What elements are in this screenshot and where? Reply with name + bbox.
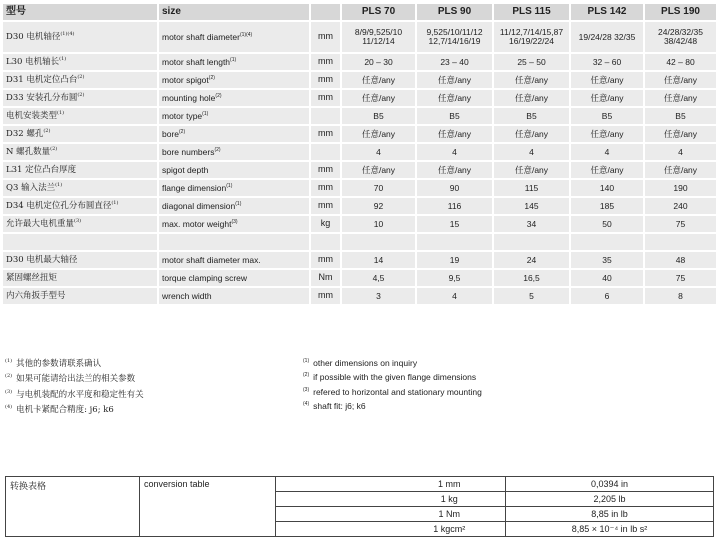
row-label-text: L31 定位凸台厚度 [6,164,77,175]
blank-cell [310,233,341,251]
footnote-text: 如果可能请给出法兰的相关参数 [16,374,136,385]
footnote-marker: (2) [214,146,221,153]
conversion-to: 8,85 in lb [506,507,714,522]
row-description [158,53,310,71]
value-cell: 4 [644,143,717,161]
unit-cell: mm [310,71,341,89]
table-row [3,215,717,233]
spacer-cell [276,507,394,522]
table-row [3,161,717,179]
value-cell: 11/12,7/14/15,87 16/19/22/24 [493,21,570,53]
value-cell: 任意/any [493,161,570,179]
value-cell: 42 – 80 [644,53,717,71]
row-label-cn [3,161,158,179]
row-label-text: Q3 输入法兰 [6,182,56,193]
conversion-to: 0,0394 in [506,477,714,492]
row-description-text: max. motor weight [162,218,232,229]
row-description-text: spigot depth [162,164,209,175]
value-cell: 185 [570,197,644,215]
table-row [3,269,717,287]
footnote-line [303,355,482,369]
table-row [3,143,717,161]
value-cell: 75 [644,215,717,233]
row-label-cn [3,71,158,89]
footnote-marker: (1) [5,358,13,364]
value-cell: 116 [416,197,493,215]
value-cell: 任意/any [570,125,644,143]
value-cell: 70 [341,179,416,197]
value-cell: 任意/any [416,71,493,89]
unit-cell: mm [310,21,341,53]
row-description [158,89,310,107]
value-cell: 任意/any [416,161,493,179]
footnote-marker: (3) [303,386,310,393]
spacer-cell [276,492,394,507]
footnotes-chinese [5,355,144,416]
footnotes-english [303,355,482,412]
value-cell: 任意/any [644,161,717,179]
conversion-to: 8,85 × 10⁻⁴ in lb s² [506,522,714,537]
row-label-cn [3,197,158,215]
value-cell: B5 [341,107,416,125]
value-cell: 任意/any [570,89,644,107]
row-label-cn [3,21,158,53]
row-description-text: torque clamping screw [162,272,248,283]
conversion-label-cn: 转换表格 [6,477,140,537]
footnote-marker: (1) [303,358,310,364]
table-row [3,287,717,305]
row-description [158,251,310,269]
row-label-text: 紧固螺丝扭矩 [6,272,58,283]
footnote-marker: (3) [5,388,13,395]
footnote-text: 电机卡紧配合精度: j6; k6 [16,404,114,415]
value-cell: 92 [341,197,416,215]
footnote-marker: (1) [57,109,65,116]
row-label-text: D31 电机定位凸台 [6,74,78,85]
conversion-label-en: conversion table [140,477,276,537]
header-cell: PLS 142 [570,4,644,21]
footnote-line [5,386,144,401]
table-row [3,71,717,89]
unit-cell: mm [310,53,341,71]
header-cell: size [158,4,310,21]
blank-cell [341,233,416,251]
row-description-text: motor type [162,110,203,121]
table-row [3,89,717,107]
value-cell: 16,5 [493,269,570,287]
value-cell: 19/24/28 32/35 [570,21,644,53]
value-cell: 任意/any [416,89,493,107]
header-cell [310,4,341,21]
footnote-marker: (2) [5,373,13,380]
value-cell: 4,5 [341,269,416,287]
value-cell: 35 [570,251,644,269]
unit-cell: mm [310,179,341,197]
footnote-marker: (1) [226,182,233,189]
header-cell: PLS 190 [644,4,717,21]
conversion-from: 1 kgcm² [394,522,506,537]
footnote-line [5,355,144,370]
row-description-text: motor shaft diameter max. [162,254,261,265]
row-label-cn [3,215,158,233]
value-cell: B5 [570,107,644,125]
footnote-marker: (3) [231,218,238,225]
footnote-marker: (2) [43,127,51,134]
conversion-row [6,477,714,492]
footnote-text: refered to horizontal and stationary mounting [313,386,482,397]
unit-cell: mm [310,251,341,269]
value-cell: 任意/any [416,125,493,143]
footnote-text: shaft fit: j6; k6 [313,400,366,411]
unit-cell: mm [310,125,341,143]
value-cell: 75 [644,269,717,287]
row-description [158,107,310,125]
table-row [3,21,717,53]
blank-cell [3,233,158,251]
value-cell: 23 – 40 [416,53,493,71]
row-description [158,21,310,53]
table-row [3,251,717,269]
value-cell: 4 [416,287,493,305]
blank-cell [493,233,570,251]
footnote-marker: (2) [303,372,310,379]
value-cell: 5 [493,287,570,305]
value-cell: 任意/any [341,161,416,179]
value-cell: 3 [341,287,416,305]
conversion-table [5,476,714,537]
footnote-line [303,369,482,383]
conversion-from: 1 mm [394,477,506,492]
row-description [158,71,310,89]
header-cell: PLS 70 [341,4,416,21]
value-cell: 240 [644,197,717,215]
row-description-text: wrench width [162,290,212,301]
row-label-text: D33 安装孔分布圆 [6,92,78,103]
header-cell: PLS 90 [416,4,493,21]
value-cell: 34 [493,215,570,233]
value-cell: 6 [570,287,644,305]
footnote-marker: (1) [59,55,67,62]
header-cell: 型号 [3,4,158,21]
footnote-marker: (1)(4) [239,31,253,38]
row-label-cn [3,269,158,287]
footnote-text: if possible with the given flange dimensions [313,372,477,383]
row-label-text: D30 电机最大轴径 [6,254,78,265]
footnote-marker: (2) [215,92,222,99]
value-cell: 20 – 30 [341,53,416,71]
row-label-cn [3,89,158,107]
value-cell: 任意/any [341,89,416,107]
row-description-text: bore numbers [162,146,215,157]
row-description-text: bore [162,128,180,139]
footnote-marker: (3) [74,217,82,224]
value-cell: 140 [570,179,644,197]
row-label-text: 内六角扳手型号 [6,290,66,301]
unit-cell: mm [310,287,341,305]
row-label-text: 允许最大电机重量 [6,218,75,229]
value-cell: 任意/any [644,89,717,107]
value-cell: 15 [416,215,493,233]
value-cell: 10 [341,215,416,233]
spacer-cell [276,477,394,492]
footnote-marker: (1) [111,199,119,206]
value-cell: 14 [341,251,416,269]
value-cell: 任意/any [493,71,570,89]
value-cell: 19 [416,251,493,269]
value-cell: 190 [644,179,717,197]
blank-cell [158,233,310,251]
blank-cell [416,233,493,251]
footnote-line [5,401,144,416]
row-label-cn [3,179,158,197]
spacer-cell [276,522,394,537]
footnote-marker: (2) [179,128,186,135]
row-label-text: L30 电机轴长 [6,56,60,67]
footnote-marker: (2) [77,91,85,98]
footnote-line [5,370,144,385]
unit-cell: mm [310,161,341,179]
value-cell: 8 [644,287,717,305]
value-cell: 4 [570,143,644,161]
conversion-from: 1 kg [394,492,506,507]
footnote-marker: (1)(4) [60,30,75,37]
value-cell: 9,5 [416,269,493,287]
value-cell: 50 [570,215,644,233]
specification-table [3,4,718,306]
value-cell: 4 [493,143,570,161]
conversion-from: 1 Nm [394,507,506,522]
footnote-marker: (2) [208,74,215,81]
value-cell: 145 [493,197,570,215]
value-cell: 任意/any [644,71,717,89]
row-label-cn [3,287,158,305]
value-cell: 48 [644,251,717,269]
table-row [3,125,717,143]
row-description [158,269,310,287]
unit-cell [310,143,341,161]
row-label-text: 电机安装类型 [6,110,58,121]
footnote-line [303,384,482,398]
row-description [158,287,310,305]
unit-cell: kg [310,215,341,233]
value-cell: 90 [416,179,493,197]
footnote-marker: (4) [5,403,13,410]
blank-cell [644,233,717,251]
table-row [3,107,717,125]
footnote-marker: (1) [235,200,242,207]
value-cell: 24 [493,251,570,269]
unit-cell [310,107,341,125]
conversion-to: 2,205 lb [506,492,714,507]
row-description [158,179,310,197]
table-row [3,197,717,215]
value-cell: 4 [416,143,493,161]
row-description-text: motor shaft diameter [162,31,240,42]
blank-cell [570,233,644,251]
row-label-cn [3,107,158,125]
table-row [3,233,717,251]
unit-cell: Nm [310,269,341,287]
row-label-cn [3,143,158,161]
footnote-text: 其他的参数请联系确认 [16,358,102,369]
row-description-text: motor spigot [162,74,209,85]
footnote-marker: (2) [77,73,85,80]
row-description-text: mounting hole [162,92,216,103]
value-cell: 8/9/9,525/10 11/12/14 [341,21,416,53]
row-description [158,125,310,143]
footnote-text: 与电机装配的水平度和稳定性有关 [16,389,144,400]
footnote-line [303,398,482,412]
row-label-cn [3,53,158,71]
row-description [158,143,310,161]
row-label-cn [3,251,158,269]
footnote-marker: (1) [230,56,237,63]
table-header-row [3,4,717,21]
value-cell: 任意/any [341,125,416,143]
row-description [158,197,310,215]
value-cell: 任意/any [570,71,644,89]
footnote-marker: (1) [55,181,63,188]
value-cell: 9,525/10/11/12 12,7/14/16/19 [416,21,493,53]
row-description [158,215,310,233]
header-cell: PLS 115 [493,4,570,21]
value-cell: 任意/any [493,89,570,107]
value-cell: 任意/any [644,125,717,143]
footnote-marker: (2) [50,145,58,152]
value-cell: 任意/any [341,71,416,89]
row-description-text: flange dimension [162,182,227,193]
value-cell: 4 [341,143,416,161]
row-label-text: N 螺孔数量 [6,146,51,157]
value-cell: 任意/any [570,161,644,179]
value-cell: 25 – 50 [493,53,570,71]
footnote-marker: (1) [202,110,209,117]
value-cell: 32 – 60 [570,53,644,71]
footnote-text: other dimensions on inquiry [313,357,418,368]
value-cell: 115 [493,179,570,197]
row-description-text: motor shaft length [162,56,231,67]
row-label-text: D30 电机轴径 [6,31,61,42]
unit-cell: mm [310,89,341,107]
footnote-marker: (4) [303,400,310,407]
row-description [158,161,310,179]
table-row [3,179,717,197]
unit-cell: mm [310,197,341,215]
value-cell: B5 [644,107,717,125]
row-label-text: D32 螺孔 [6,128,44,139]
value-cell: 24/28/32/35 38/42/48 [644,21,717,53]
value-cell: B5 [493,107,570,125]
row-description-text: diagonal dimension [162,200,236,211]
table-row [3,53,717,71]
value-cell: B5 [416,107,493,125]
value-cell: 任意/any [493,125,570,143]
value-cell: 40 [570,269,644,287]
row-label-cn [3,125,158,143]
row-label-text: D34 电机定位孔分布圆直径 [6,200,112,211]
